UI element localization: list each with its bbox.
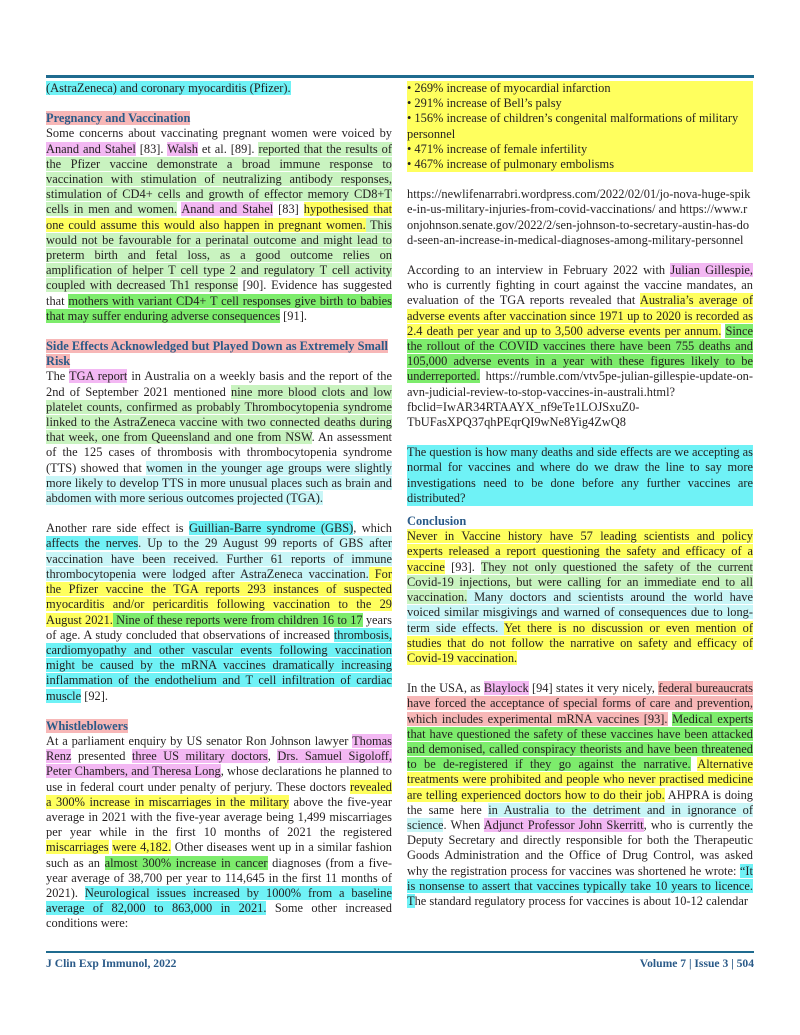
- person-name: Adjunct Professor John Skerritt: [483, 817, 644, 832]
- person-name: Drs. Samuel Sigoloff, Peter Chambers, and Theresa Long: [46, 749, 393, 779]
- text: At a parliament enquiry by US senator Ron Johnson lawyer: [46, 733, 353, 748]
- bullet-item: • 269% increase of myocardial infarction: [407, 81, 611, 95]
- bullet-item: • 467% increase of pulmonary embolisms: [407, 157, 615, 172]
- text: , whose declarations he planned to use in federal court under penalty of perjury. These doctors: [46, 764, 392, 794]
- text: According to an interview in February 2022 with: [407, 263, 671, 278]
- highlight: They not only questioned the safety of the current Covid-19 injections, but were calling for an immediate end to all vaccination.: [407, 559, 753, 605]
- text: et al. [89].: [197, 141, 259, 156]
- heading-text: Whistleblowers: [46, 718, 128, 733]
- highlight: in Australia to the detriment and in ignorance of science: [407, 802, 753, 832]
- highlight: were 4,182.: [112, 840, 172, 855]
- author-name: Anand and Stahel: [46, 141, 136, 156]
- intro-paragraph: [46, 81, 392, 96]
- bullet-item: • 156% increase of children’s congenital malformations of military personnel: [407, 111, 739, 141]
- section-heading-conclusion: Conclusion: [407, 514, 467, 529]
- highlight: Many doctors and scientists around the world have voiced similar misgivings and warned of consequences due to long-term side effects.: [407, 590, 753, 635]
- highlight: miscarriages: [46, 840, 109, 855]
- highlight: Medical experts that have questioned the safety of these vaccines have been attacked and demonised, called conspiracy theorists and have been threatened to be de-registered if they go against the narrative.: [407, 711, 753, 772]
- text: Some concerns about vaccinating pregnant women were voiced by: [46, 126, 392, 141]
- author-name: Anand and Stahel: [181, 202, 274, 217]
- highlight: This would not be favourable for a perinatal outcome and might lead to preterm birth and fetal loss, as a good outcome relies on amplification of helper T cell type 2 and regulatory T cell activity coupled with decreased Th1 response: [46, 217, 393, 293]
- text: The: [46, 369, 70, 384]
- right-column: [407, 81, 753, 909]
- text: [83].: [135, 141, 168, 156]
- highlight: Neurological issues increased by 1000% from a baseline average of 82,000 to 863,000 in 2021.: [46, 885, 392, 916]
- source-links: https://newlifenarrabri.wordpress.com/2022/02/01/jo-nova-huge-spike-in-us-military-injuries-from-covid-vaccinations/ and https://www.ronjohnson.senate.gov/2022/2/sen-johnson-to-secretary-austin-has-dod-seen-an-increase-in-medical-diagnoses-among-military-personnel: [407, 187, 751, 247]
- text: In the USA, as: [407, 681, 484, 696]
- link-text: https://rumble.com/vtv5pe-julian-gillespie-update-on-avn-judicial-review-to-stop-vaccines-in-australi.html?fbclid=IwAR34RTAAYX_nf9eTe1LOJSxuZ0-TbUFasXPQ37qhPEqrQI9wNe8Yig4ZwQ8: [407, 369, 753, 430]
- highlight: revealed a 300% increase in miscarriages in the military: [46, 779, 392, 809]
- highlight: Since the rollout of the COVID vaccines there have been 755 deaths and 105,000 adverse events in a year with these figures likely to be underreported.: [407, 323, 753, 384]
- highlight: mothers with variant CD4+ T cell responses give birth to babies that may suffer enduring adverse consequences: [46, 293, 392, 323]
- highlight: three US military doctors: [131, 749, 268, 764]
- text: [92].: [81, 688, 108, 703]
- whistleblowers-paragraph: [46, 734, 392, 932]
- author-name: Walsh: [167, 141, 198, 156]
- highlight: Guillian-Barre syndrome (GBS): [188, 521, 354, 536]
- text: Other diseases went up in a similar fashion such as an: [46, 840, 392, 870]
- highlight: For the Pfizer vaccine the TGA reports 293 instances of suspected myocarditis and/or pericarditis following vaccination to the 29 August 2021.: [46, 566, 392, 627]
- text: . An assessment of the 125 cases of thrombosis with thrombocytopenia syndrome (TTS) showed that: [46, 430, 392, 475]
- text: above the five-year average in 2021 with the five-year average being 1,499 miscarriages per year while in the first 10 months of 2021 the registered: [46, 794, 392, 840]
- bullet-item: • 471% increase of female infertility: [407, 141, 588, 156]
- text: , which: [353, 521, 392, 536]
- highlight: federal bureaucrats have forced the acceptance of special forms of care and prevention, which includes experimental mRNA vaccines [93].: [407, 681, 753, 726]
- highlight: nine more blood clots and low platelet counts, confirmed as probably Thrombocytopenia syndrome linked to the AstraZeneca vaccine with two connected deaths during that week, one from Queensland and one from NSW: [46, 384, 392, 445]
- text: ,: [267, 749, 278, 764]
- gbs-paragraph: [46, 521, 392, 703]
- highlight: Australia’s average of adverse events after vaccination since 1971 up to 2020 is recorded as 2.4 death per year and up to 3,500 adverse events per annum.: [407, 293, 753, 338]
- highlight: Alternative treatments were prohibited and people who never practised medicine are telling experienced doctors how to do their job.: [407, 757, 753, 802]
- bullet-item: • 291% increase of Bell’s palsy: [407, 96, 562, 111]
- text: diagnoses (from a five-year average of 38,700 per year to 114,645 in the first 11 months of 2021).: [46, 855, 393, 900]
- highlight: women in the younger age groups were slightly more likely to develop TTS in more unusual places such as brain and abdomen with more serious outcomes projected (TGA).: [46, 460, 392, 506]
- highlight: Yet there is no discussion or even mention of studies that do not follow the narrative on safety and efficacy of Covid-19 vaccination.: [407, 620, 754, 665]
- bullet-list: [407, 81, 753, 172]
- highlight: Never in Vaccine history have 57 leading scientists and policy experts released a report questioning the safety and efficacy of a vaccine: [407, 529, 753, 574]
- interview-paragraph: [407, 263, 753, 430]
- text: Some other increased conditions were:: [46, 901, 392, 931]
- highlight: TGA report: [69, 369, 128, 384]
- footer-journal: J Clin Exp Immunol, 2022: [46, 957, 177, 970]
- section-heading-pregnancy: [46, 111, 392, 126]
- side-effects-paragraph: [46, 369, 392, 506]
- highlight: hypothesised that one could assume this would also happen in pregnant women.: [46, 202, 393, 232]
- text: Another rare side effect is: [46, 521, 189, 536]
- top-rule: [46, 75, 754, 78]
- question-paragraph: The question is how many deaths and side effects are we accepting as normal for vaccines and where do we draw the line to say more investigations need to be done before any further vaccines are distributed?: [407, 445, 753, 505]
- text: [83]: [273, 202, 304, 217]
- text: in Australia on a weekly basis and the report of the 2nd of September 2021 mentioned: [46, 369, 392, 399]
- text: years of age. A study concluded that observations of increased: [46, 612, 392, 642]
- text: . When: [443, 817, 484, 832]
- conclusion-paragraph: [407, 529, 753, 666]
- highlight: Nine of these reports were from children 16 to 17: [112, 612, 363, 627]
- text: [94] states it very nicely,: [528, 681, 659, 696]
- pregnancy-paragraph: [46, 126, 392, 324]
- text: [91].: [280, 308, 307, 323]
- text: he standard regulatory process for vaccines is about 10-12 calendar: [414, 893, 748, 908]
- highlight: affects the nerves: [46, 536, 139, 551]
- text: [90]. Evidence has suggested that: [46, 278, 392, 308]
- highlight: reported that the results of the Pfizer vaccine demonstrate a broad immune response to vaccination with stimulation of neutralizing antibody responses, stimulation of CD4+ cells and growth of effector memory CD8+T cells in men and women.: [46, 141, 392, 217]
- heading-text: Pregnancy and Vaccination: [46, 111, 191, 126]
- usa-paragraph: [407, 681, 753, 909]
- text: AHPRA is doing the same here: [407, 787, 753, 817]
- section-heading-side-effects: [46, 339, 392, 369]
- highlight: “It is nonsense to assert that vaccines typically take 10 years to licence. T: [407, 863, 753, 908]
- highlight: almost 300% increase in cancer: [104, 855, 268, 870]
- heading-text: Side Effects Acknowledged but Played Down as Extremely Small Risk: [46, 339, 388, 369]
- person-name: Julian Gillespie,: [670, 263, 753, 278]
- person-name: Thomas Renz: [46, 733, 392, 764]
- left-column: [46, 81, 392, 932]
- text: , who is currently the Deputy Secretary and directly responsible for both the Therapeutic Goods Administration and the Office of Drug Control, was asked why the registration process for vaccines was shortened he wrote:: [407, 817, 754, 878]
- text: presented: [71, 749, 132, 764]
- text: [93].: [444, 559, 481, 574]
- footer-volume-issue-page: Volume 7 | Issue 3 | 504: [639, 957, 754, 970]
- highlight: . Up to the 29 August 99 reports of GBS after vaccination have been received. Further 61 reports of immune thrombocytopenia were lodged after AstraZeneca vaccination.: [46, 536, 392, 581]
- section-heading-whistleblowers: [46, 719, 392, 734]
- highlight: (AstraZeneca) and coronary myocarditis (Pfizer).: [46, 81, 291, 95]
- highlight: thrombosis, cardiomyopathy and other vascular events following vaccination might be caused by the mRNA vaccines dramatically increasing inflammation of the endothelium and T cell infiltration of cardiac muscle: [46, 627, 392, 703]
- person-name: Blaylock: [483, 681, 529, 696]
- text: who is currently fighting in court against the vaccine mandates, an evaluation of the TGA reports revealed that: [407, 278, 753, 308]
- footer-rule: [46, 951, 754, 953]
